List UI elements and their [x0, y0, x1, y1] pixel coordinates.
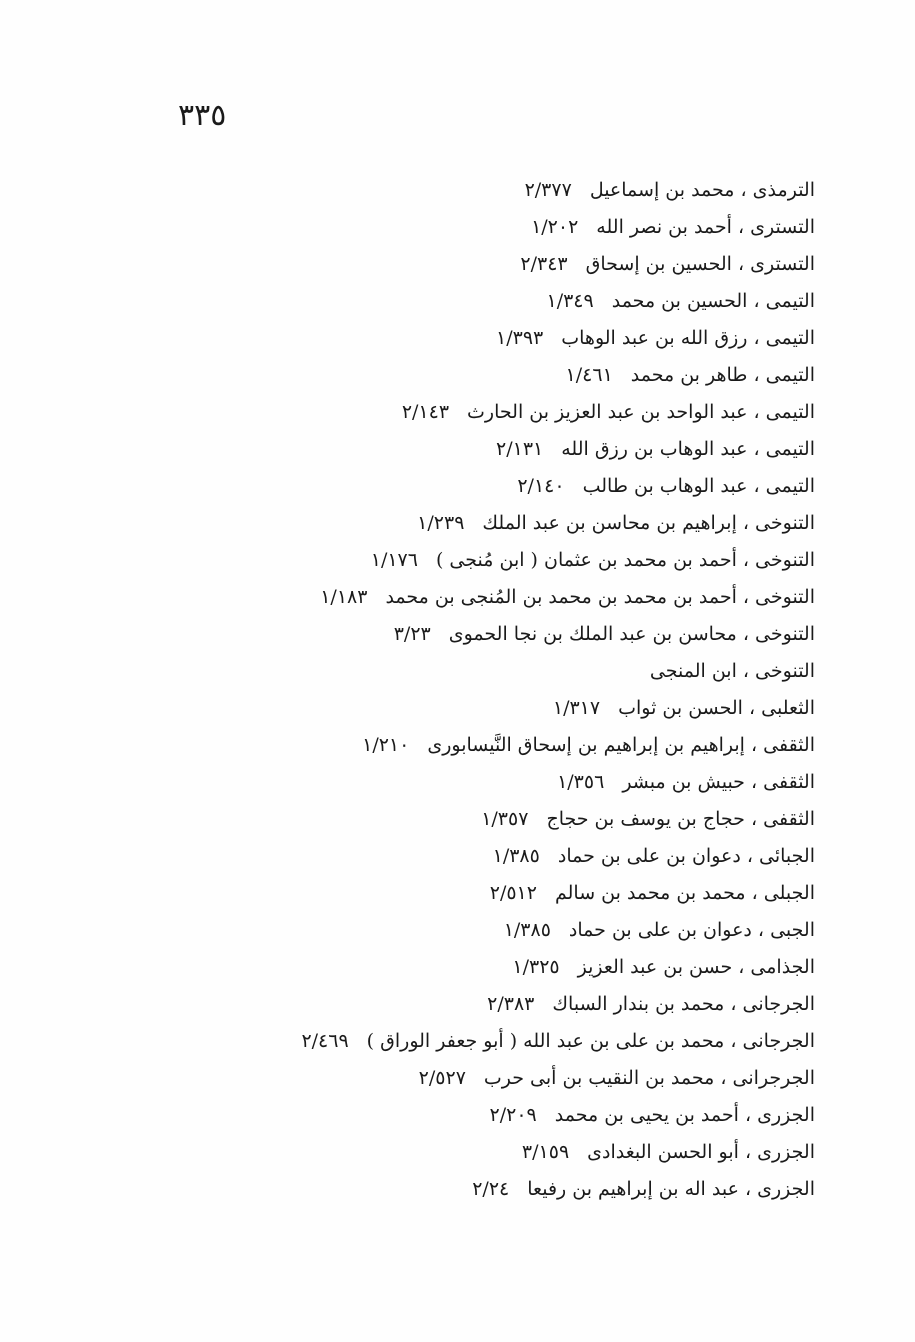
entry-name: الجزرى ، أحمد بن يحيى بن محمد: [554, 1104, 815, 1126]
index-entry: [255, 949, 815, 986]
entry-name: التسترى ، أحمد بن نصر الله: [596, 216, 815, 238]
index-entry: [255, 912, 815, 949]
entry-name: الجرجانى ، محمد بن بندار السباك: [552, 993, 815, 1015]
entry-reference: ١/٣٨٥: [492, 845, 540, 867]
entry-reference: ١/٣١٧: [552, 697, 601, 719]
entry-reference: ٢/٤٦٩: [301, 1030, 349, 1052]
index-entry: [255, 283, 815, 320]
entry-name: التيمى ، رزق الله بن عبد الوهاب: [561, 327, 815, 349]
entry-name: الثقفى ، حجاج بن يوسف بن حجاج: [546, 808, 815, 830]
page-number: ٣٣٥: [178, 98, 227, 133]
entry-reference: ٣/٢٣: [393, 623, 431, 645]
entry-reference: ١/٢٠٢: [531, 216, 579, 238]
entry-name: الجبلى ، محمد بن محمد بن سالم: [554, 882, 815, 904]
index-entry: [255, 616, 815, 653]
entry-name: التيمى ، الحسين بن محمد: [611, 290, 815, 312]
index-entry: [255, 875, 815, 912]
index-entry: [255, 838, 815, 875]
entry-reference: ١/٣٤٩: [546, 290, 594, 312]
index-entry: [255, 246, 815, 283]
index-entry-list: [255, 172, 815, 1208]
entry-name: الجزرى ، عبد اله بن إبراهيم بن رفيعا: [527, 1178, 815, 1200]
entry-reference: ٢/٢٤: [472, 1178, 510, 1200]
entry-name: التيمى ، عبد الوهاب بن رزق الله: [561, 438, 815, 460]
entry-name: الثقفى ، إبراهيم بن إبراهيم بن إسحاق النَّيسابورى: [427, 734, 815, 756]
entry-name: التيمى ، عبد الوهاب بن طالب: [582, 475, 815, 497]
entry-reference: ٢/٢٠٩: [489, 1104, 537, 1126]
entry-name: الجرجانى ، محمد بن على بن عبد الله ( أبو جعفر الوراق ): [366, 1030, 815, 1052]
entry-reference: ٣/١٥٩: [521, 1141, 570, 1163]
entry-name: التنوخى ، ابن المنجى: [649, 660, 815, 682]
index-entry: [255, 653, 815, 690]
index-entry: [255, 431, 815, 468]
entry-reference: ١/٣٢٥: [512, 956, 560, 978]
index-entry: [255, 1097, 815, 1134]
entry-reference: ١/٢١٠: [362, 734, 410, 756]
entry-name: الترمذى ، محمد بن إسماعيل: [589, 179, 815, 201]
entry-name: التنوخى ، إبراهيم بن محاسن بن عبد الملك: [482, 512, 815, 534]
entry-reference: ١/٣٥٧: [481, 808, 529, 830]
index-entry: [255, 357, 815, 394]
entry-name: الجرجرانى ، محمد بن النقيب بن أبى حرب: [483, 1067, 815, 1089]
entry-reference: ١/٣٩٣: [496, 327, 544, 349]
entry-reference: ١/٣٨٥: [503, 919, 551, 941]
entry-name: التيمى ، عبد الواحد بن عبد العزيز بن الحارث: [467, 401, 815, 423]
index-entry: [255, 579, 815, 616]
index-entry: [255, 1060, 815, 1097]
index-entry: [255, 1134, 815, 1171]
entry-name: الجذامى ، حسن بن عبد العزيز: [577, 956, 815, 978]
index-entry: [255, 690, 815, 727]
entry-name: التيمى ، طاهر بن محمد: [630, 364, 815, 386]
entry-name: التنوخى ، أحمد بن محمد بن محمد بن المُنجى بن محمد: [385, 586, 815, 608]
entry-name: التنوخى ، محاسن بن عبد الملك بن نجا الحموى: [448, 623, 815, 645]
index-entry: [255, 801, 815, 838]
entry-reference: ٢/٥١٢: [489, 882, 537, 904]
index-entry: [255, 172, 815, 209]
entry-reference: ١/٤٦١: [565, 364, 613, 386]
entry-name: الثقفى ، حبيش بن مبشر: [622, 771, 815, 793]
entry-reference: ١/١٧٦: [370, 549, 418, 571]
entry-reference: ٢/٣٧٧: [524, 179, 572, 201]
entry-reference: ١/٢٣٩: [417, 512, 465, 534]
entry-name: التسترى ، الحسين بن إسحاق: [585, 253, 815, 275]
entry-reference: ٢/١٣١: [496, 438, 544, 460]
index-entry: [255, 1023, 815, 1060]
index-entry: [255, 764, 815, 801]
index-entry: [255, 542, 815, 579]
entry-name: الجزرى ، أبو الحسن البغدادى: [587, 1141, 815, 1163]
entry-name: التنوخى ، أحمد بن محمد بن عثمان ( ابن مُنجى ): [435, 549, 815, 571]
entry-reference: ١/٣٥٦: [557, 771, 605, 793]
entry-reference: ٢/٣٨٣: [487, 993, 535, 1015]
entry-name: الثعلبى ، الحسن بن ثواب: [618, 697, 815, 719]
index-entry: [255, 394, 815, 431]
entry-reference: ١/١٨٣: [320, 586, 368, 608]
index-entry: [255, 468, 815, 505]
index-entry: [255, 209, 815, 246]
entry-reference: ٢/٣٤٣: [520, 253, 568, 275]
index-entry: [255, 986, 815, 1023]
index-entry: [255, 1171, 815, 1208]
index-entry: [255, 727, 815, 764]
entry-reference: ٢/٥٢٧: [418, 1067, 466, 1089]
index-entry: [255, 505, 815, 542]
entry-name: الجبى ، دعوان بن على بن حماد: [568, 919, 815, 941]
entry-reference: ٢/١٤٠: [517, 475, 565, 497]
index-entry: [255, 320, 815, 357]
entry-name: الجبائى ، دعوان بن على بن حماد: [557, 845, 815, 867]
entry-reference: ٢/١٤٣: [401, 401, 450, 423]
